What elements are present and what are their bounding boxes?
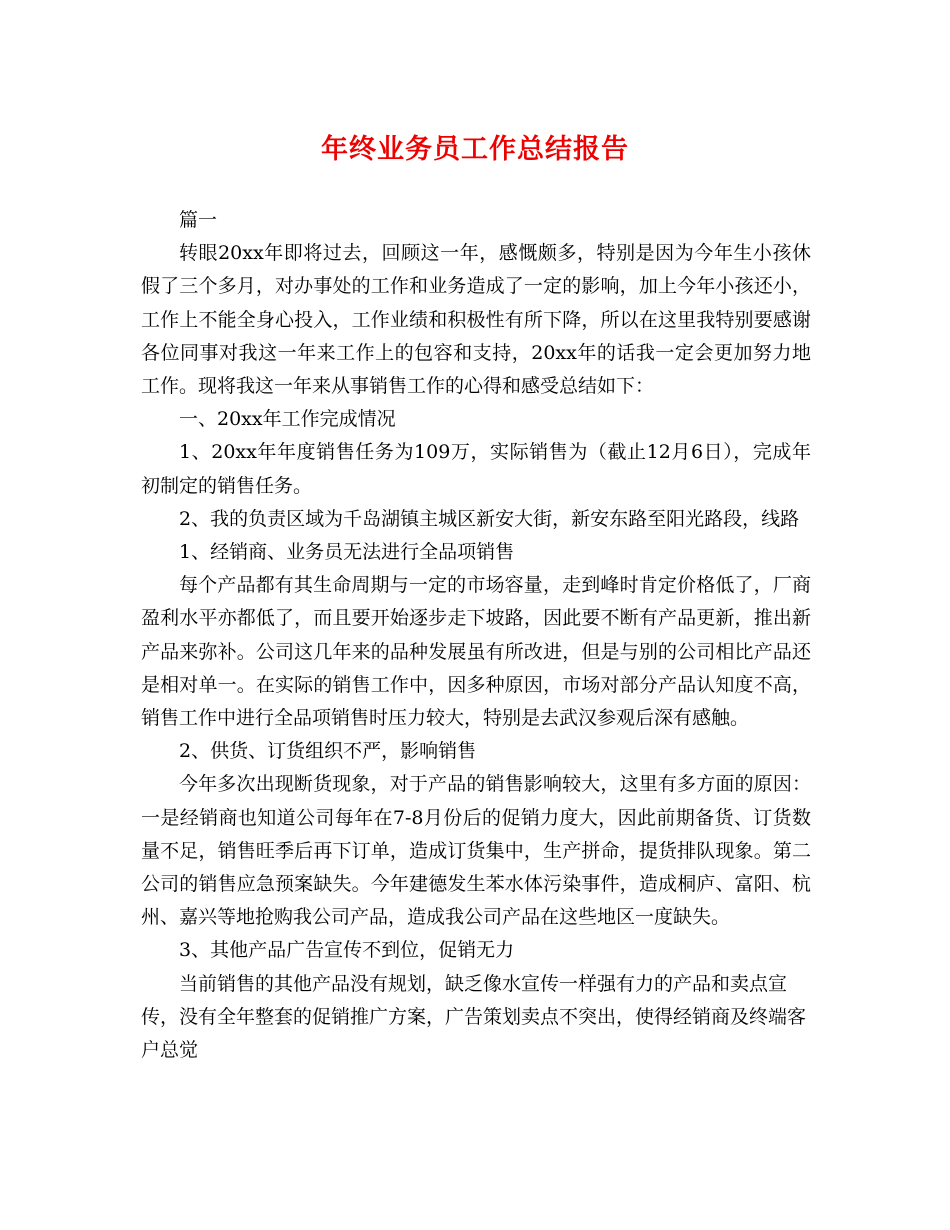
heading-advertising: 3、其他产品广告宣传不到位，促销无力 [179,939,515,962]
paragraph-region: 2、我的负责区域为千岛湖镇主城区新安大街，新安东路至阳光路段，线路 [179,507,800,530]
paragraph-intro: 转眼20xx年即将过去，回顾这一年，感慨颇多，特别是因为今年生小孩休假了三个多月，对办事处的工作和业务造成了一定的影响，加上今年小孩还小，工作上不能全身心投入，工作业绩和积极性有所下降，所以在这里我特别要感谢各位同事对我这一年来工作上的包容和支持，20xx年的话我一定会更加努力地工作。现将我这一年来从事销售工作的心得和感受总结如下： [141,242,811,398]
paragraph-product-lifecycle: 每个产品都有其生命周期与一定的市场容量，走到峰时肯定价格低了，厂商盈利水平亦都低了，而且要开始逐步走下坡路，因此要不断有产品更新，推出新产品来弥补。公司这几年来的品种发展虽有所改进，但是与别的公司相比产品还是相对单一。在实际的销售工作中，因多种原因，市场对部分产品认知度不高，销售工作中进行全品项销售时压力较大，特别是去武汉参观后深有感触。 [141,574,811,730]
document-title: 年终业务员工作总结报告 [321,134,629,165]
paragraph-advertising: 当前销售的其他产品没有规划，缺乏像水宣传一样强有力的产品和卖点宣传，没有全年整套的促销推广方案，广告策划卖点不突出，使得经销商及终端客户总觉 [141,972,807,1062]
heading-completion: 一、20xx年工作完成情况 [179,408,396,431]
heading-supply: 2、供货、订货组织不严，影响销售 [179,740,477,763]
heading-full-range: 1、经销商、业务员无法进行全品项销售 [179,541,515,564]
section-label: 篇一 [179,209,218,231]
paragraph-sales-task: 1、20xx年年度销售任务为109万，实际销售为（截止12月6日），完成年初制定的销售任务。 [141,441,811,497]
document-body [141,204,811,1067]
paragraph-shortage: 今年多次出现断货现象，对于产品的销售影响较大，这里有多方面的原因：一是经销商也知道公司每年在7-8月份后的促销力度大，因此前期备货、订货数量不足，销售旺季后再下订单，造成订货集中，生产拼命，提货排队现象。第二公司的销售应急预案缺失。今年建德发生苯水体污染事件，造成桐庐、富阳、杭州、嘉兴等地抢购我公司产品，造成我公司产品在这些地区一度缺失。 [141,773,811,929]
